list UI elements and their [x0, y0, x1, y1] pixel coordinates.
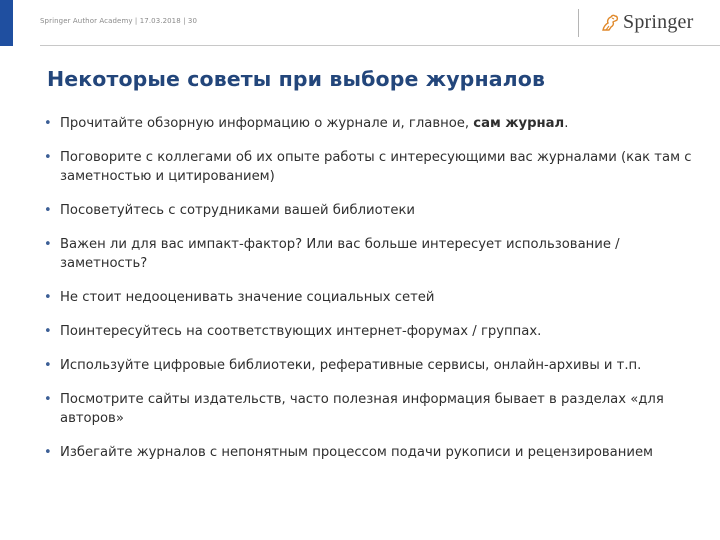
list-item	[44, 322, 704, 341]
list-item	[44, 201, 704, 220]
bullet-icon: •	[44, 237, 52, 252]
list-item	[44, 356, 704, 375]
page-title: Некоторые советы при выборе журналов	[47, 67, 546, 91]
list-item	[44, 390, 704, 428]
list-item-suffix: .	[564, 116, 569, 131]
bullet-icon: •	[44, 150, 52, 165]
list-item-text: Посоветуйтесь с сотрудниками вашей библиотеки	[60, 203, 415, 218]
logo-wordmark: Springer	[623, 11, 694, 33]
list-item-text: Прочитайте обзорную информацию о журнале и, главное,	[60, 116, 474, 131]
list-item	[44, 443, 704, 462]
header-divider	[40, 45, 720, 46]
list-item-text: Поговорите с коллегами об их опыте работы с интересующими вас журналами (как там с заметностью и цитированием)	[60, 150, 692, 184]
accent-bar	[0, 0, 13, 46]
tips-list	[44, 114, 704, 477]
springer-horse-icon	[600, 13, 620, 33]
list-item	[44, 148, 704, 186]
bullet-icon: •	[44, 290, 52, 305]
bullet-icon: •	[44, 392, 52, 407]
bullet-icon: •	[44, 116, 52, 131]
list-item	[44, 288, 704, 307]
list-item-text: Не стоит недооценивать значение социальных сетей	[60, 290, 435, 305]
bullet-icon: •	[44, 203, 52, 218]
bullet-icon: •	[44, 358, 52, 373]
list-item-text: Посмотрите сайты издательств, часто полезная информация бывает в разделах «для авторов»	[60, 392, 664, 426]
list-item	[44, 114, 704, 133]
logo-divider	[578, 9, 579, 37]
list-item-text: Избегайте журналов с непонятным процессом подачи рукописи и рецензированием	[60, 445, 653, 460]
bullet-icon: •	[44, 445, 52, 460]
list-item-text: Поинтересуйтесь на соответствующих интернет-форумах / группах.	[60, 324, 542, 339]
springer-logo	[600, 11, 693, 34]
header-caption: Springer Author Academy | 17.03.2018 | 30	[40, 17, 198, 25]
list-item-text: Используйте цифровые библиотеки, реферативные сервисы, онлайн-архивы и т.п.	[60, 358, 642, 373]
list-item-text: Важен ли для вас импакт-фактор? Или вас больше интересует использование / заметность?	[60, 237, 620, 271]
bullet-icon: •	[44, 324, 52, 339]
list-item	[44, 235, 704, 273]
list-item-emphasis: сам журнал	[473, 116, 565, 131]
